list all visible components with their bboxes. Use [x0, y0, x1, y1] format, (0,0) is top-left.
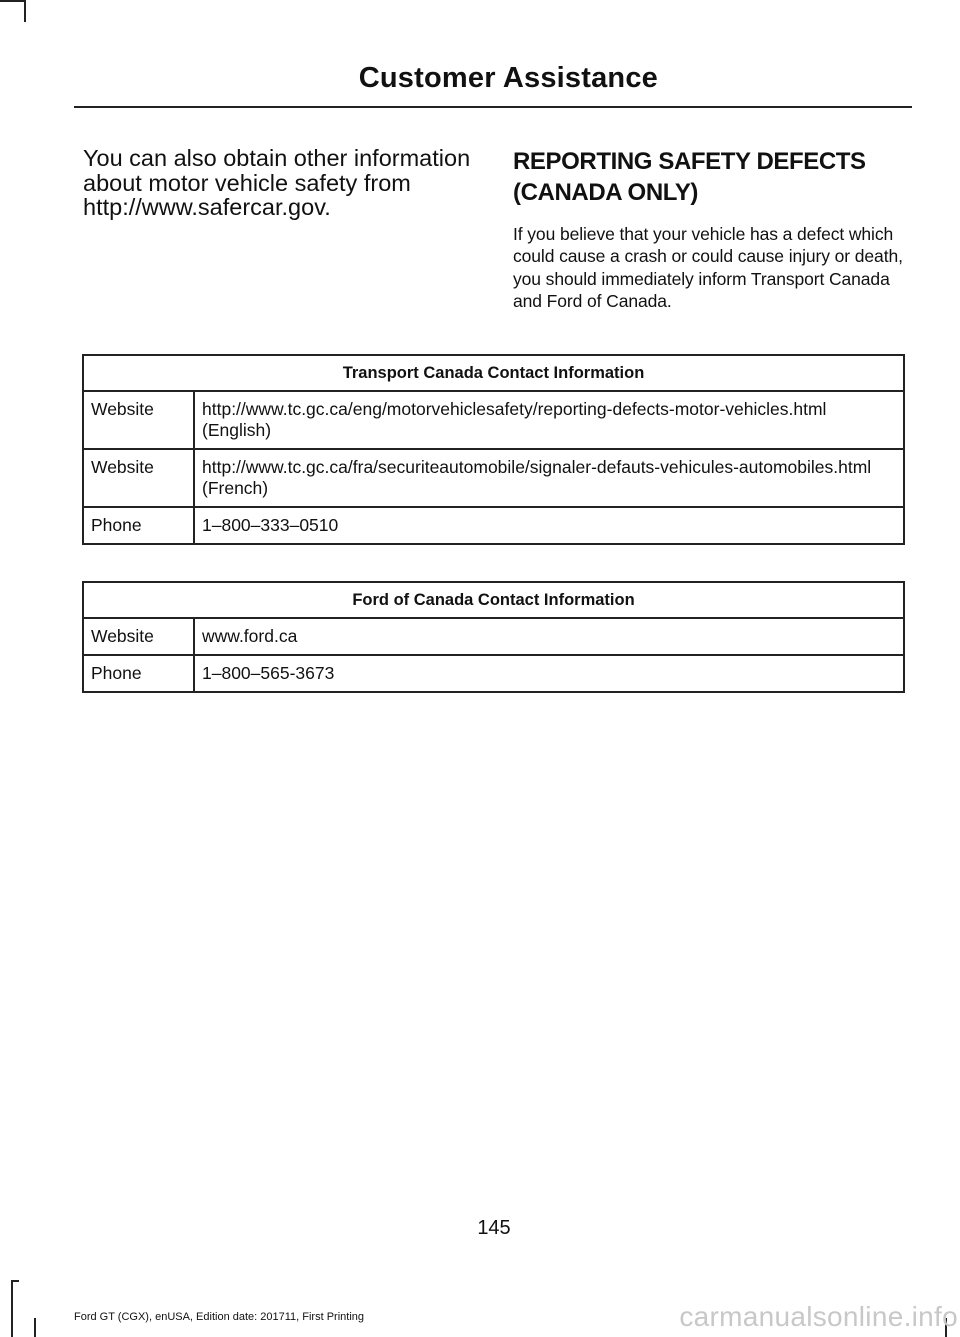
section-heading-line-2: (CANADA ONLY) — [513, 179, 699, 206]
page-header — [74, 58, 912, 108]
table-row — [83, 391, 904, 449]
edition-note: Ford GT (CGX), enUSA, Edition date: 201711, First Printing — [74, 1311, 364, 1323]
section-heading — [513, 146, 913, 208]
row-value-phone: 1–800–333–0510 — [194, 507, 904, 544]
page-number: 145 — [477, 1217, 511, 1239]
table-row — [83, 655, 904, 692]
table-row — [83, 618, 904, 655]
row-label: Website — [83, 391, 194, 449]
crop-mark-top-left — [0, 0, 26, 2]
section-body: If you believe that your vehicle has a defect which could cause a crash or could cause injury or death, you should immediately inform Transport Canada and Ford of Canada. — [513, 224, 903, 312]
row-value-link[interactable]: http://www.tc.gc.ca/eng/motorvehiclesafety/reporting-defects-motor-vehicles.html (English) — [194, 391, 904, 449]
table-row — [83, 449, 904, 507]
table-title: Ford of Canada Contact Information — [83, 582, 904, 618]
crop-mark-bottom-left — [11, 1280, 19, 1282]
transport-canada-table — [82, 354, 905, 545]
crop-mark-bottom-left — [11, 1280, 13, 1337]
table-row — [83, 507, 904, 544]
table-title: Transport Canada Contact Information — [83, 355, 904, 391]
row-value-link[interactable]: http://www.tc.gc.ca/fra/securiteautomobile/signaler-defauts-vehicules-automobiles.html (French) — [194, 449, 904, 507]
row-value-link[interactable]: www.ford.ca — [194, 618, 904, 655]
left-column — [83, 146, 478, 220]
row-label: Website — [83, 449, 194, 507]
ford-canada-table — [82, 581, 905, 693]
crop-mark-top-left — [24, 0, 26, 22]
safety-info-paragraph: You can also obtain other information about motor vehicle safety from http://www.safercar.gov. — [83, 145, 471, 220]
right-column — [513, 146, 913, 313]
row-label: Phone — [83, 655, 194, 692]
section-heading-line-1: REPORTING SAFETY DEFECTS — [513, 148, 866, 175]
crop-mark-bottom-left — [34, 1318, 36, 1337]
page-title: Customer Assistance — [358, 62, 658, 94]
row-value-phone: 1–800–565-3673 — [194, 655, 904, 692]
row-label: Website — [83, 618, 194, 655]
row-label: Phone — [83, 507, 194, 544]
watermark: carmanualsonline.info — [679, 1301, 958, 1332]
